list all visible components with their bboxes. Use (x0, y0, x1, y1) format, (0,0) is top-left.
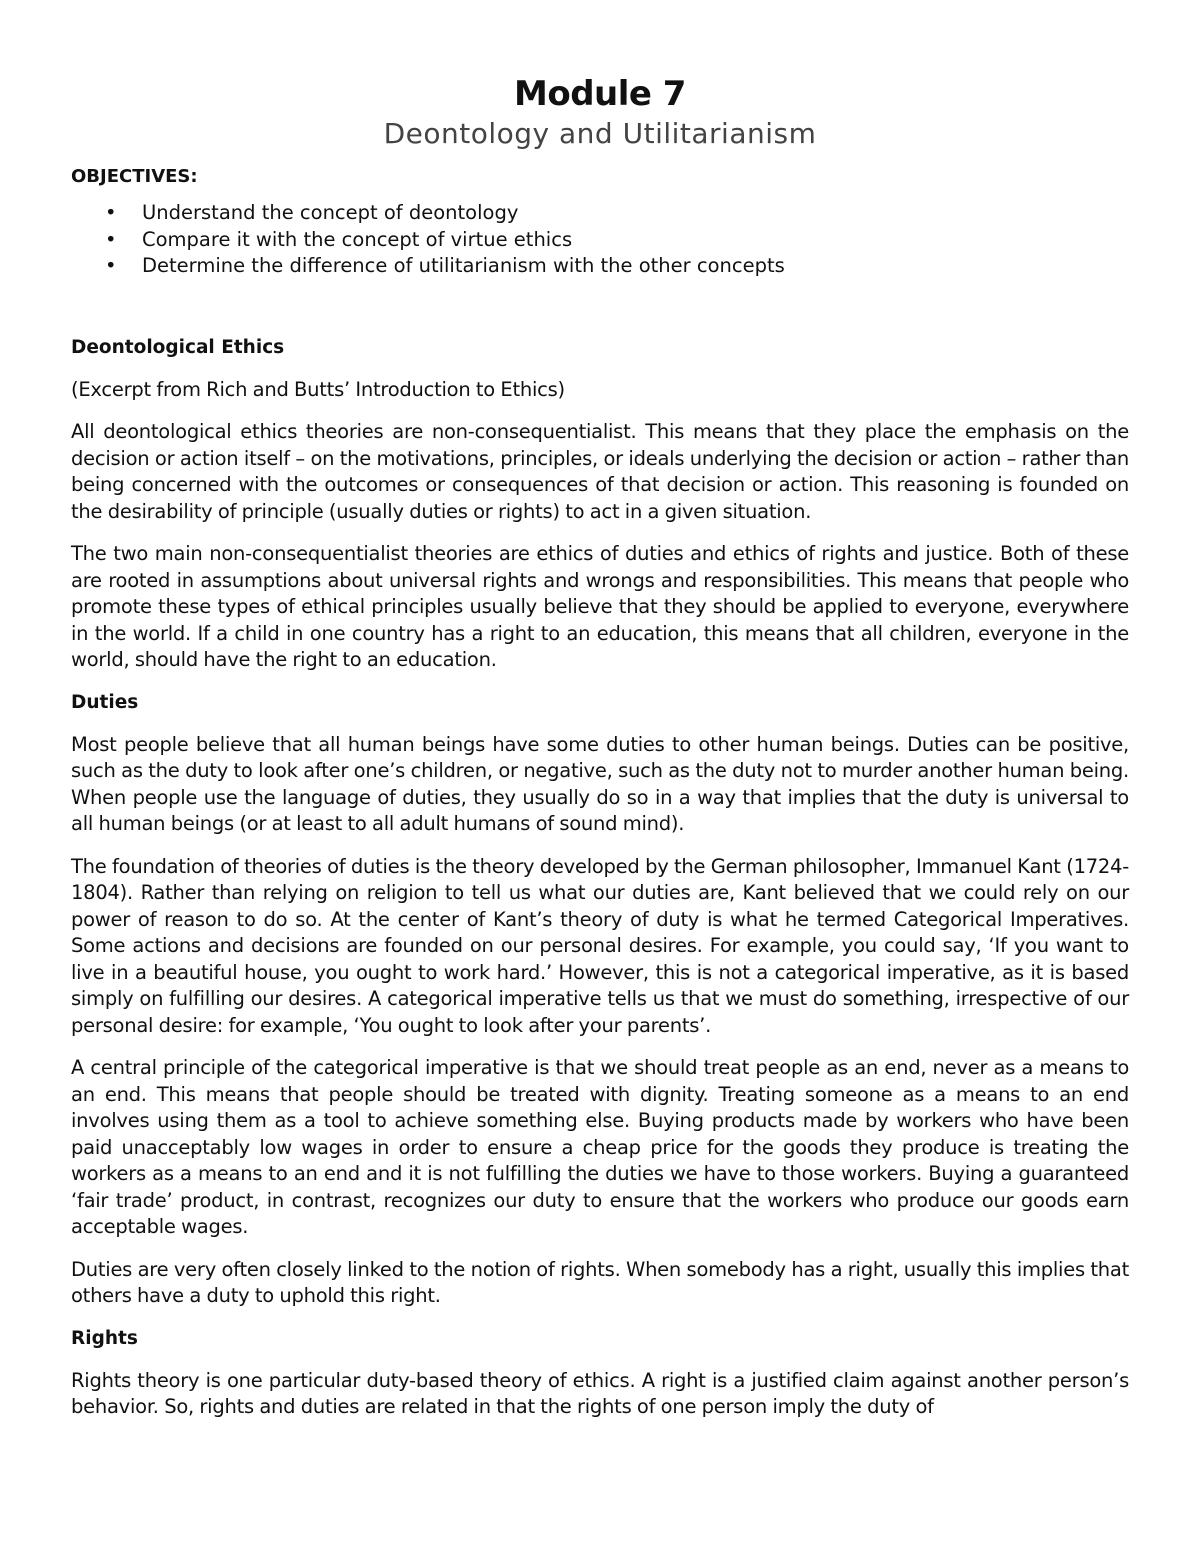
heading-deontological-ethics: Deontological Ethics (71, 336, 285, 358)
paragraph-rights-1: Rights theory is one particular duty-based theory of ethics. A right is a justified claim against another person’s behavior. So, rights and duties are related in that the rights of one person imply the duty of (71, 1368, 1129, 1418)
objectives-label: OBJECTIVES: (71, 166, 198, 187)
objective-item (105, 227, 1129, 254)
section-spacer (71, 280, 1129, 335)
heading-duties: Duties (71, 691, 139, 713)
heading-rights: Rights (71, 1327, 138, 1349)
bullet-icon: • (105, 254, 117, 277)
bullet-icon: • (105, 227, 117, 251)
objective-item (105, 253, 1129, 280)
page-subtitle: Deontology and Utilitarianism (383, 117, 817, 150)
paragraph-duties-2: The foundation of theories of duties is the theory developed by the German philosopher, Immanuel Kant (1724-1804). Rather than relying on religion to tell us what our duties are, Kant believed that we could rely on our power of reason to do so. At the center of Kant’s theory of duty is what he termed Categorical Imperatives. Some actions and decisions are founded on our personal desires. For example, you could say, ‘If you want to live in a beautiful house, you ought to work hard.’ However, this is not a categorical imperative, as it is based simply on fulfilling our desires. A categorical imperative tells us that we must do something, irrespective of our personal desire: for example, ‘You ought to look after your parents’. (71, 854, 1129, 1037)
objective-text: Understand the concept of deontology (142, 201, 519, 224)
paragraph-duties-3: A central principle of the categorical imperative is that we should treat people as an end, never as a means to an end. This means that people should be treated with dignity. Treating someone as a means to an end involves using them as a tool to achieve something else. Buying products made by workers who have been paid unacceptably low wages in order to ensure a cheap price for the goods they produce is treating the workers as a means to an end and it is not fulfilling the duties we have to those workers. Buying a guaranteed ‘fair trade’ product, in contrast, recognizes our duty to ensure that the workers who produce our goods earn acceptable wages. (71, 1056, 1129, 1238)
paragraph-deontology-1: All deontological ethics theories are non-consequentialist. This means that they place the emphasis on the decision or action itself – on the motivations, principles, or ideals underlying the decision or action – rather than being concerned with the outcomes or consequences of that decision or action. This reasoning is founded on the desirability of principle (usually duties or rights) to act in a given situation. (71, 420, 1129, 523)
objective-text: Determine the difference of utilitarianism with the other concepts (142, 254, 785, 277)
objective-item (105, 200, 1129, 227)
page-title: Module 7 (514, 74, 686, 114)
paragraph-duties-1: Most people believe that all human beings have some duties to other human beings. Duties can be positive, such as the duty to look after one’s children, or negative, such as the duty not to murder another human being. When people use the language of duties, they usually do so in a way that implies that the duty is universal to all human beings (or at least to all adult humans of sound mind). (71, 732, 1129, 835)
excerpt-note: (Excerpt from Rich and Butts’ Introduction to Ethics) (71, 377, 565, 401)
paragraph-duties-4: Duties are very often closely linked to the notion of rights. When somebody has a right, usually this implies that others have a duty to uphold this right. (71, 1257, 1129, 1307)
paragraph-deontology-2: The two main non-consequentialist theories are ethics of duties and ethics of rights and justice. Both of these are rooted in assumptions about universal rights and wrongs and responsibilities. This means that people who promote these types of ethical principles usually believe that they should be applied to everyone, everywhere in the world. If a child in one country has a right to an education, this means that all children, everyone in the world, should have the right to an education. (71, 542, 1129, 671)
objective-text: Compare it with the concept of virtue ethics (142, 227, 573, 251)
objectives-list (71, 200, 1129, 280)
bullet-icon: • (105, 201, 117, 224)
